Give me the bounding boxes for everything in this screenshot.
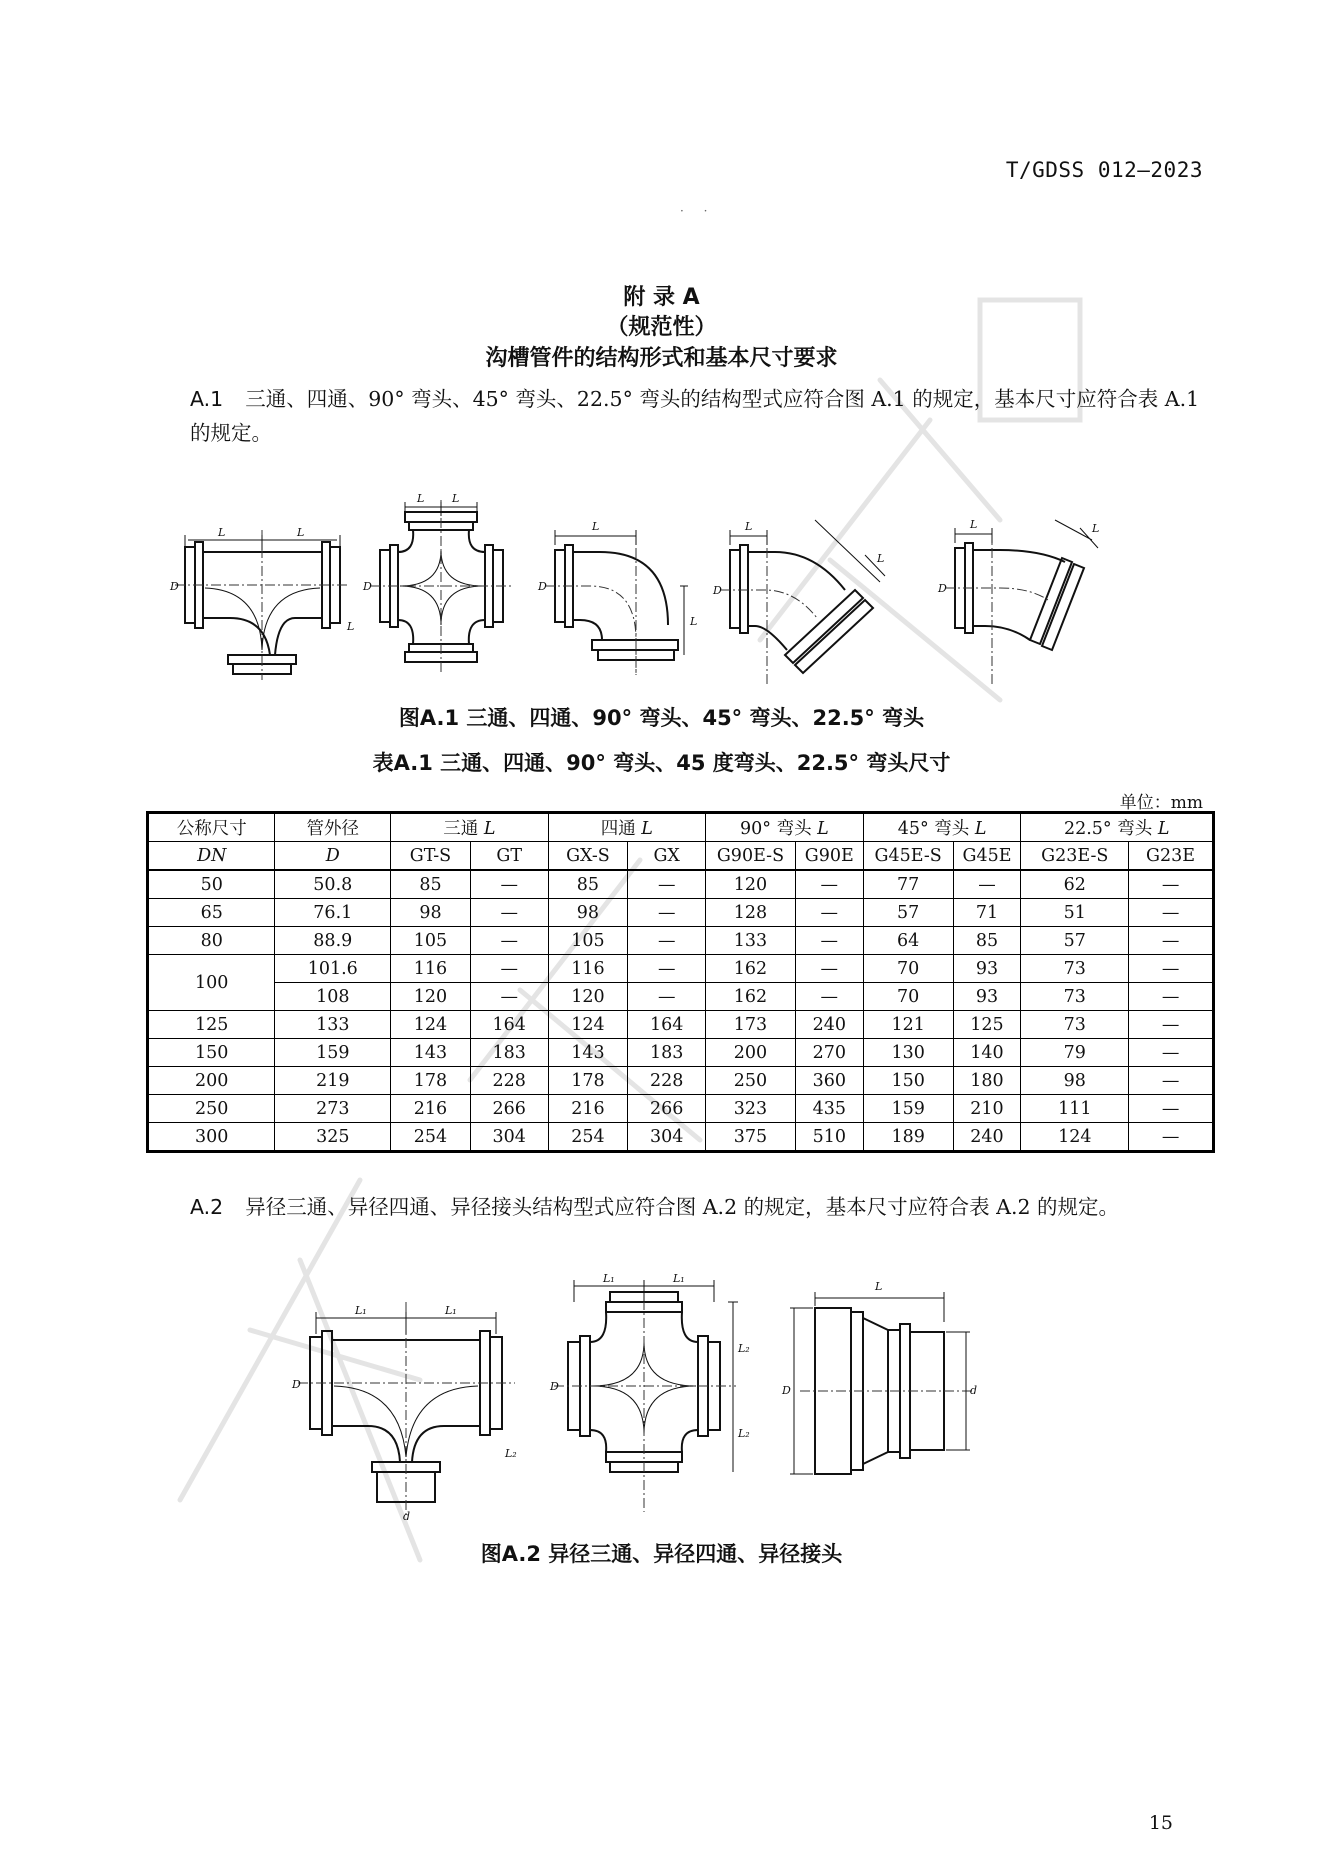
- cell-dn: 100: [148, 955, 275, 1011]
- cell-value: 210: [953, 1095, 1021, 1123]
- header-group-cross: [548, 813, 705, 842]
- label-D: D: [363, 580, 372, 593]
- cell-value: 121: [863, 1011, 953, 1039]
- label-D: D: [538, 580, 547, 593]
- appendix-nature: （规范性）: [606, 315, 717, 340]
- cell-value: 250: [706, 1067, 796, 1095]
- cell-value: —: [470, 870, 548, 899]
- header-outer-sym: D: [275, 842, 391, 871]
- cell-dn: 200: [148, 1067, 275, 1095]
- label-L: L: [417, 492, 425, 505]
- reducer-drawing: [781, 1280, 977, 1474]
- label-L: L: [745, 520, 753, 533]
- label-D: D: [938, 582, 947, 595]
- cell-value: 162: [706, 955, 796, 983]
- subheader: G23E-S: [1021, 842, 1129, 871]
- cell-value: 140: [953, 1039, 1021, 1067]
- label-L: L: [877, 552, 885, 565]
- cell-value: 93: [953, 955, 1021, 983]
- cell-value: 98: [548, 899, 628, 927]
- cell-outer-diameter: 50.8: [275, 870, 391, 899]
- subheader: GX-S: [548, 842, 628, 871]
- cell-value: 120: [706, 870, 796, 899]
- label-L: L: [690, 615, 698, 628]
- cell-value: 266: [470, 1095, 548, 1123]
- group-sym: L: [817, 819, 829, 839]
- table-row: [148, 1011, 1214, 1039]
- cell-dn: 150: [148, 1039, 275, 1067]
- cell-value: —: [1129, 1067, 1214, 1095]
- label-L: L: [218, 526, 226, 539]
- cell-value: —: [1129, 1095, 1214, 1123]
- cell-value: 93: [953, 983, 1021, 1011]
- cell-value: —: [1129, 1039, 1214, 1067]
- cell-value: 178: [391, 1067, 471, 1095]
- figure-a1-caption: 图A.1 三通、四通、90° 弯头、45° 弯头、22.5° 弯头: [398, 706, 925, 730]
- cell-value: 159: [863, 1095, 953, 1123]
- label-L2: L₂: [505, 1447, 517, 1460]
- label-D: D: [170, 580, 179, 593]
- cross-drawing: [362, 492, 513, 675]
- cell-outer-diameter: 273: [275, 1095, 391, 1123]
- cell-value: 111: [1021, 1095, 1129, 1123]
- header-group-tee: [391, 813, 548, 842]
- cell-outer-diameter: 219: [275, 1067, 391, 1095]
- cell-outer-diameter: 101.6: [275, 955, 391, 983]
- group-label: 四通: [600, 819, 636, 839]
- cell-value: 85: [953, 927, 1021, 955]
- group-sym: L: [483, 819, 496, 839]
- cell-value: 240: [953, 1123, 1021, 1152]
- cell-dn: 300: [148, 1123, 275, 1152]
- cell-outer-diameter: 108: [275, 983, 391, 1011]
- cell-value: 85: [391, 870, 471, 899]
- group-sym: L: [641, 819, 653, 839]
- label-L1: L₁: [673, 1272, 685, 1285]
- clause-a1-text: 三通、四通、90° 弯头、45° 弯头、22.5° 弯头的结构型式应符合图 A.1 的规定，基本尺寸应符合表 A.1 的规定。: [190, 387, 1200, 445]
- cell-value: —: [470, 899, 548, 927]
- cell-value: 304: [628, 1123, 706, 1152]
- cell-dn: 80: [148, 927, 275, 955]
- document-code: T/GDSS 012—2023: [1005, 158, 1203, 182]
- cell-value: 57: [863, 899, 953, 927]
- cell-value: —: [795, 955, 863, 983]
- cell-dn: 250: [148, 1095, 275, 1123]
- label-d: d: [970, 1384, 978, 1397]
- label-L: L: [297, 526, 305, 539]
- cell-value: 164: [628, 1011, 706, 1039]
- cell-outer-diameter: 133: [275, 1011, 391, 1039]
- table-a1: [146, 811, 1215, 1153]
- label-L: L: [347, 620, 355, 633]
- cell-value: 270: [795, 1039, 863, 1067]
- clause-a2-text: 异径三通、异径四通、异径接头结构型式应符合图 A.2 的规定，基本尺寸应符合表 A.2 的规定。: [245, 1195, 1120, 1219]
- cell-value: —: [1129, 1011, 1214, 1039]
- cell-value: 73: [1021, 1011, 1129, 1039]
- cell-value: 70: [863, 983, 953, 1011]
- cell-value: —: [953, 870, 1021, 899]
- elbow-45-drawing: [712, 520, 885, 685]
- cell-value: 178: [548, 1067, 628, 1095]
- label-L: L: [970, 518, 978, 531]
- tee-drawing: [169, 526, 354, 680]
- cell-value: 73: [1021, 983, 1129, 1011]
- appendix-title: 附 录 A: [623, 285, 700, 310]
- label-L2: L₂: [738, 1427, 750, 1440]
- reducing-tee-drawing: [291, 1302, 517, 1523]
- cell-value: 79: [1021, 1039, 1129, 1067]
- figure-a2-drawings: [280, 1262, 1080, 1522]
- header-outer: 管外径: [275, 813, 391, 842]
- cell-value: —: [628, 899, 706, 927]
- table-row: [148, 955, 1214, 983]
- cell-value: 266: [628, 1095, 706, 1123]
- group-label: 90° 弯头: [740, 819, 812, 839]
- clause-a2: [190, 1190, 1200, 1224]
- group-sym: L: [1157, 819, 1170, 839]
- cell-value: 73: [1021, 955, 1129, 983]
- cell-value: 510: [795, 1123, 863, 1152]
- cell-value: —: [1129, 927, 1214, 955]
- cell-value: 254: [391, 1123, 471, 1152]
- cell-value: 183: [628, 1039, 706, 1067]
- label-D: D: [292, 1378, 301, 1391]
- cell-value: 130: [863, 1039, 953, 1067]
- clause-a2-number: A.2: [190, 1195, 224, 1219]
- header-dots: · ·: [680, 204, 716, 218]
- table-row: [148, 927, 1214, 955]
- group-label: 22.5° 弯头: [1063, 819, 1153, 839]
- group-label: 45° 弯头: [897, 819, 970, 839]
- cell-value: —: [1129, 983, 1214, 1011]
- group-label: 三通: [443, 819, 479, 839]
- subheader: G45E: [953, 842, 1021, 871]
- cell-value: 124: [548, 1011, 628, 1039]
- cell-value: 304: [470, 1123, 548, 1152]
- cell-value: 124: [391, 1011, 471, 1039]
- cell-value: 189: [863, 1123, 953, 1152]
- subheader: G90E: [795, 842, 863, 871]
- cell-value: —: [628, 955, 706, 983]
- cell-value: 51: [1021, 899, 1129, 927]
- table-row: [148, 1039, 1214, 1067]
- cell-value: 124: [1021, 1123, 1129, 1152]
- table-row: [148, 1123, 1214, 1152]
- table-row: [148, 1095, 1214, 1123]
- table-a1-body: [148, 870, 1214, 1152]
- cell-value: 200: [706, 1039, 796, 1067]
- cell-outer-diameter: 76.1: [275, 899, 391, 927]
- cell-value: 62: [1021, 870, 1129, 899]
- reducing-cross-drawing: [549, 1272, 750, 1512]
- cell-value: 254: [548, 1123, 628, 1152]
- subheader: G45E-S: [863, 842, 953, 871]
- cell-value: 435: [795, 1095, 863, 1123]
- label-D: D: [550, 1380, 559, 1393]
- cell-value: —: [795, 983, 863, 1011]
- cell-dn: 50: [148, 870, 275, 899]
- label-L: L: [592, 520, 600, 533]
- cell-value: —: [628, 927, 706, 955]
- subheader: GT-S: [391, 842, 471, 871]
- cell-value: 116: [548, 955, 628, 983]
- cell-value: 128: [706, 899, 796, 927]
- label-d: d: [403, 1510, 411, 1523]
- figure-a2-caption: 图A.2 异径三通、异径四通、异径接头: [480, 1542, 843, 1566]
- cell-value: —: [1129, 870, 1214, 899]
- cell-value: 143: [548, 1039, 628, 1067]
- cell-value: 162: [706, 983, 796, 1011]
- cell-value: 323: [706, 1095, 796, 1123]
- label-L2: L₂: [738, 1342, 750, 1355]
- table-a1-caption: 表A.1 三通、四通、90° 弯头、45 度弯头、22.5° 弯头尺寸: [372, 751, 951, 775]
- cell-value: 64: [863, 927, 953, 955]
- cell-outer-diameter: 88.9: [275, 927, 391, 955]
- table-row: [148, 870, 1214, 899]
- subheader: G23E: [1129, 842, 1214, 871]
- cell-value: —: [795, 899, 863, 927]
- cell-value: 150: [863, 1067, 953, 1095]
- cell-value: 77: [863, 870, 953, 899]
- appendix-subtitle: 沟槽管件的结构形式和基本尺寸要求: [485, 346, 838, 371]
- table-a1-unit: 单位：mm: [1119, 793, 1203, 813]
- label-L1: L₁: [355, 1304, 367, 1317]
- label-L: L: [875, 1280, 883, 1293]
- cell-value: —: [795, 927, 863, 955]
- figure-a1-drawings: [160, 490, 1200, 690]
- cell-value: 143: [391, 1039, 471, 1067]
- cell-value: 120: [548, 983, 628, 1011]
- cell-value: —: [628, 983, 706, 1011]
- cell-value: —: [470, 983, 548, 1011]
- group-sym: L: [974, 819, 987, 839]
- cell-value: —: [628, 870, 706, 899]
- cell-outer-diameter: 325: [275, 1123, 391, 1152]
- elbow-22-5-drawing: [937, 518, 1099, 685]
- cell-value: 57: [1021, 927, 1129, 955]
- subheader: G90E-S: [706, 842, 796, 871]
- cell-value: —: [470, 927, 548, 955]
- cell-outer-diameter: 159: [275, 1039, 391, 1067]
- table-row: [148, 899, 1214, 927]
- cell-value: 105: [548, 927, 628, 955]
- cell-value: 180: [953, 1067, 1021, 1095]
- label-D: D: [713, 584, 722, 597]
- cell-value: —: [470, 955, 548, 983]
- cell-value: 98: [1021, 1067, 1129, 1095]
- page-number: 15: [1148, 1812, 1173, 1834]
- cell-value: —: [795, 870, 863, 899]
- header-group-45e: [863, 813, 1021, 842]
- cell-value: 133: [706, 927, 796, 955]
- label-L1: L₁: [445, 1304, 457, 1317]
- header-group-23e: [1021, 813, 1214, 842]
- cell-value: 216: [548, 1095, 628, 1123]
- elbow-90-drawing: [537, 520, 697, 675]
- label-L: L: [452, 492, 460, 505]
- subheader: GX: [628, 842, 706, 871]
- clause-a1-number: A.1: [190, 387, 224, 411]
- cell-dn: 125: [148, 1011, 275, 1039]
- table-row: [148, 1067, 1214, 1095]
- subheader: GT: [470, 842, 548, 871]
- header-nominal: 公称尺寸: [148, 813, 275, 842]
- cell-value: —: [1129, 899, 1214, 927]
- label-D: D: [782, 1384, 791, 1397]
- cell-value: 105: [391, 927, 471, 955]
- label-L1: L₁: [603, 1272, 615, 1285]
- cell-value: —: [1129, 955, 1214, 983]
- cell-value: 228: [628, 1067, 706, 1095]
- cell-value: 240: [795, 1011, 863, 1039]
- cell-value: 183: [470, 1039, 548, 1067]
- cell-value: 98: [391, 899, 471, 927]
- table-row: [148, 983, 1214, 1011]
- cell-value: 173: [706, 1011, 796, 1039]
- cell-value: 216: [391, 1095, 471, 1123]
- label-L: L: [1092, 522, 1100, 535]
- cell-value: 228: [470, 1067, 548, 1095]
- cell-value: 116: [391, 955, 471, 983]
- cell-value: 375: [706, 1123, 796, 1152]
- cell-value: 164: [470, 1011, 548, 1039]
- header-nominal-sym: DN: [148, 842, 275, 871]
- cell-value: 70: [863, 955, 953, 983]
- cell-value: 85: [548, 870, 628, 899]
- cell-value: 360: [795, 1067, 863, 1095]
- cell-value: 120: [391, 983, 471, 1011]
- header-group-90e: [706, 813, 864, 842]
- cell-value: 125: [953, 1011, 1021, 1039]
- cell-dn: 65: [148, 899, 275, 927]
- cell-value: —: [1129, 1123, 1214, 1152]
- cell-value: 71: [953, 899, 1021, 927]
- clause-a1: [190, 382, 1200, 450]
